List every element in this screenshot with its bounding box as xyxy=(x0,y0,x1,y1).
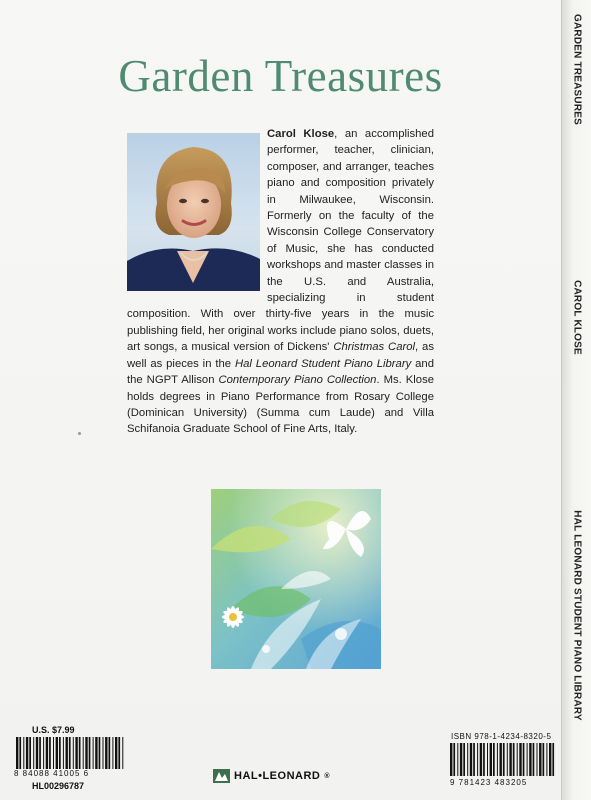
barcode-bar xyxy=(513,743,515,776)
upc-barcode xyxy=(14,737,126,769)
bio-title-library: Hal Leonard Student Piano Library xyxy=(234,357,412,370)
barcode-bar xyxy=(95,737,97,769)
spine-author: CAROL KLOSE xyxy=(571,280,583,355)
barcode-bar xyxy=(115,737,117,769)
barcode-bar xyxy=(89,737,91,769)
barcode-bar xyxy=(118,737,120,769)
barcode-bar xyxy=(43,737,44,769)
barcode-bar xyxy=(79,737,81,769)
barcode-bar xyxy=(487,743,488,776)
barcode-bar xyxy=(517,743,518,776)
bio-text: , as well as pieces in the xyxy=(127,341,434,370)
barcode-bar xyxy=(53,737,54,769)
barcode-bar xyxy=(473,743,475,776)
barcode-bar xyxy=(480,743,482,776)
photo-spacer xyxy=(127,126,267,292)
barcode-bar xyxy=(497,743,498,776)
barcode-bar xyxy=(527,743,528,776)
barcode-bar xyxy=(477,743,478,776)
barcode-bar xyxy=(19,737,21,769)
isbn-barcode xyxy=(448,743,558,776)
barcode-bar xyxy=(470,743,472,776)
barcode-bar xyxy=(463,743,465,776)
barcode-bar xyxy=(16,737,18,769)
barcode-bar xyxy=(59,737,61,769)
barcode-bar xyxy=(93,737,94,769)
hal-leonard-logo xyxy=(213,769,330,783)
author-bio xyxy=(127,126,434,438)
speck xyxy=(78,432,81,435)
barcode-bar xyxy=(460,743,462,776)
item-number: HL00296787 xyxy=(32,781,85,791)
barcode-bar xyxy=(509,743,511,776)
barcode-bar xyxy=(490,743,492,776)
floral-artwork xyxy=(211,489,381,669)
flower-illustration xyxy=(211,489,381,669)
barcode-bar xyxy=(36,737,38,769)
barcode-bar xyxy=(549,743,551,776)
barcode-bar xyxy=(99,737,101,769)
isbn-digits: 9 781423 483205 xyxy=(450,778,528,787)
barcode-bar xyxy=(56,737,58,769)
barcode-bar xyxy=(453,743,455,776)
barcode-bar xyxy=(552,743,554,776)
barcode-bar xyxy=(450,743,452,776)
barcode-bar xyxy=(483,743,485,776)
bio-text: . Ms. Klose holds degrees in Piano Performance from Rosary College (Dominican University) (Summa cum Laude) and Villa Schifanoia Graduate School of Fine Arts, Italy. xyxy=(127,374,435,436)
barcode-bar xyxy=(109,737,111,769)
book-spine xyxy=(561,0,591,800)
barcode-bar xyxy=(26,737,28,769)
barcode-bar xyxy=(75,737,77,769)
author-name: Carol Klose xyxy=(267,128,335,140)
barcode-bar xyxy=(493,743,495,776)
hal-leonard-mark-icon xyxy=(213,769,230,783)
spine-library: HAL LEONARD STUDENT PIANO LIBRARY xyxy=(571,510,583,721)
barcode-bar xyxy=(69,737,71,769)
spine-title: GARDEN TREASURES xyxy=(571,14,583,125)
barcode-bar xyxy=(39,737,41,769)
isbn-number: ISBN 978-1-4234-8320-5 xyxy=(451,732,552,741)
barcode-bar xyxy=(546,743,547,776)
price-label: U.S. $7.99 xyxy=(32,725,75,735)
barcode-bar xyxy=(63,737,64,769)
barcode-bar xyxy=(500,743,502,776)
barcode-bar xyxy=(46,737,48,769)
barcode-bar xyxy=(105,737,107,769)
barcode-bar xyxy=(529,743,531,776)
barcode-bar xyxy=(537,743,538,776)
barcode-bar xyxy=(533,743,535,776)
barcode-bar xyxy=(85,737,87,769)
book-title: Garden Treasures xyxy=(118,51,443,101)
barcode-bar xyxy=(467,743,468,776)
bio-title-christmas-carol: Christmas Carol xyxy=(333,341,416,354)
barcode-bar xyxy=(112,737,113,769)
barcode-bar xyxy=(519,743,521,776)
barcode-bar xyxy=(457,743,458,776)
barcode-bar xyxy=(103,737,104,769)
barcode-bar xyxy=(23,737,24,769)
barcode-bar xyxy=(539,743,541,776)
bio-text: and the NGPT Allison xyxy=(127,357,434,387)
publisher-name: HAL•LEONARD xyxy=(234,770,321,782)
barcode-bar xyxy=(33,737,34,769)
barcode-bar xyxy=(543,743,545,776)
bio-title-collection: Contemporary Piano Collection xyxy=(218,374,377,387)
barcode-bar xyxy=(503,743,505,776)
barcode-bar xyxy=(83,737,84,769)
barcode-bar xyxy=(122,737,123,769)
registered-mark: ® xyxy=(324,772,331,780)
barcode-bar xyxy=(507,743,508,776)
barcode-bar xyxy=(29,737,31,769)
barcode-bar xyxy=(73,737,74,769)
barcode-bar xyxy=(49,737,51,769)
bio-text: , an accomplished performer, teacher, clinician, composer, and arranger, teaches piano and composition privately in Milwaukee, Wisconsin. Formerly on the faculty of the Wisconsin College Conservatory of Music, she has conducted workshops and master classes in the U.S. and Australia, specializing in student composition. With over thirty-five years in the music publishing field, her original works include piano solos, duets, art songs, a musical version of Dickens' xyxy=(127,128,434,354)
upc-digits: 8 84088 41005 6 xyxy=(14,769,90,778)
barcode-bar xyxy=(523,743,525,776)
barcode-bar xyxy=(66,737,68,769)
